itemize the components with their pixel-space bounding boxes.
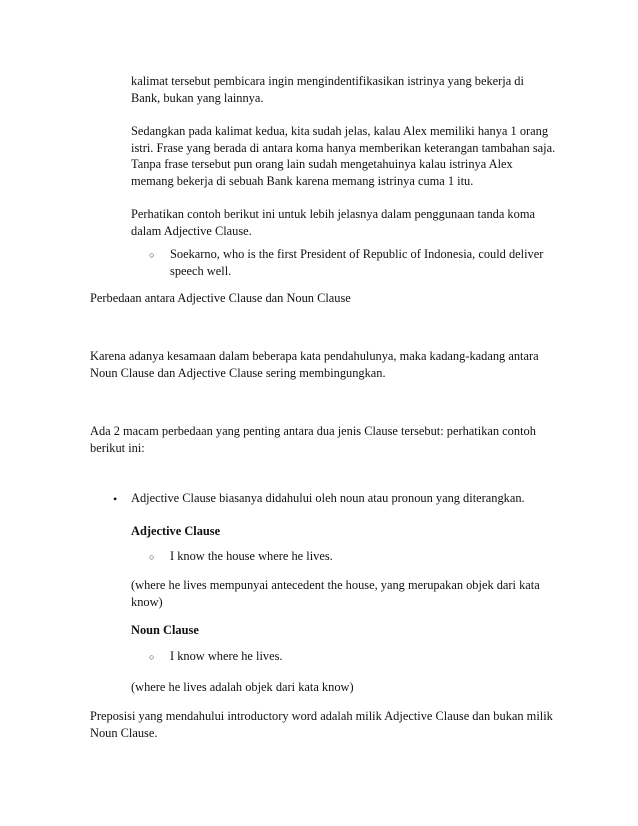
label-noun-clause: Noun Clause <box>131 623 199 637</box>
paragraph-intro-continuation: kalimat tersebut pembicara ingin mengindentifikasikan istrinya yang bekerja di Bank, bukan yang lainnya. <box>131 74 524 105</box>
example-soekarno: Soekarno, who is the first President of Republic of Indonesia, could deliver speech well. <box>170 247 544 278</box>
bullet-adjective-preceded: Adjective Clause biasanya didahului oleh noun atau pronoun yang diterangkan. <box>131 491 525 505</box>
sub-bullet-icon: ○ <box>149 652 155 662</box>
note-adjective: (where he lives mempunyai antecedent the house, yang merupakan objek dari kata know) <box>131 578 540 609</box>
note-noun: (where he lives adalah objek dari kata know) <box>131 680 354 694</box>
example-adjective: I know the house where he lives. <box>170 549 333 563</box>
sub-bullet-icon: ○ <box>149 552 155 562</box>
example-noun: I know where he lives. <box>170 649 283 663</box>
paragraph-comma-example-intro: Perhatikan contoh berikut ini untuk lebih jelasnya dalam penggunaan tanda koma dalam Adjective Clause. <box>131 207 535 238</box>
bullet-icon: • <box>113 492 118 506</box>
paragraph-two-differences: Ada 2 macam perbedaan yang penting antara dua jenis Clause tersebut: perhatikan contoh berikut ini: <box>90 424 536 455</box>
paragraph-second-sentence: Sedangkan pada kalimat kedua, kita sudah jelas, kalau Alex memiliki hanya 1 orang istri. Frase yang berada di antara koma hanya memberikan keterangan tambahan saja. Tanpa frase tersebut pun orang lain sudah mengetahuinya kalau istrinya Alex memang bekerja di sebuah Bank karena memang istrinya cuma 1 itu. <box>131 124 556 188</box>
label-adjective-clause: Adjective Clause <box>131 524 221 538</box>
paragraph-preposition: Preposisi yang mendahului introductory word adalah milik Adjective Clause dan bukan milik Noun Clause. <box>90 709 553 740</box>
section-heading-difference: Perbedaan antara Adjective Clause dan Noun Clause <box>90 291 351 305</box>
sub-bullet-icon: ○ <box>149 250 155 260</box>
paragraph-confusion: Karena adanya kesamaan dalam beberapa kata pendahulunya, maka kadang-kadang antara Noun Clause dan Adjective Clause sering membingungkan. <box>90 349 539 380</box>
